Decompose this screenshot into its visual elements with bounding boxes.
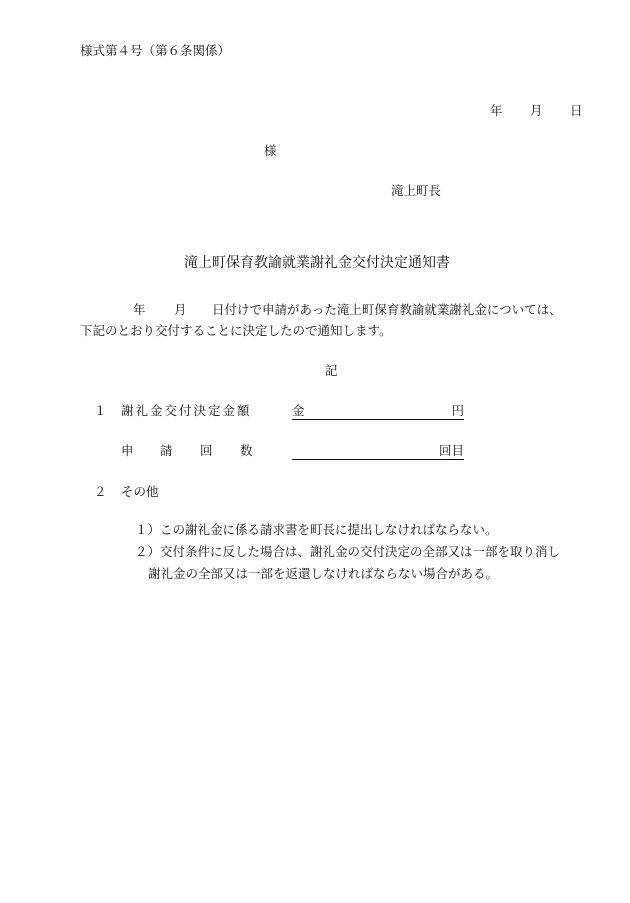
date-day-label: 日 — [570, 103, 583, 118]
item-1-number: １ — [94, 403, 107, 418]
recipient-honorific: 様 — [264, 143, 277, 158]
body-line2-text: 下記のとおり交付することに決定したので通知します。 — [80, 323, 392, 338]
form-number-label: 様式第４号（第６条関係） — [80, 43, 231, 58]
item-1-label: 謝礼金交付決定金額 — [121, 403, 252, 418]
ki-heading: 記 — [325, 363, 338, 378]
count-label-char-1: 申 — [121, 443, 134, 458]
note-1-marker: １） — [135, 522, 161, 537]
count-label-char-4: 数 — [240, 443, 253, 458]
document-title: 滝上町保育教諭就業謝礼金交付決定通知書 — [184, 255, 450, 271]
date-month-label: 月 — [530, 103, 543, 118]
note-2-text: 交付条件に反した場合は、謝礼金の交付決定の全部又は一部を取り消し — [160, 544, 561, 559]
note-1-text: この謝礼金に係る請求書を町長に提出しなければならない。 — [160, 522, 498, 537]
item-2-number: ２ — [94, 484, 107, 499]
item-2-label: その他 — [121, 484, 159, 499]
note-2-marker: ２） — [135, 544, 161, 559]
count-field — [292, 443, 464, 460]
date-year-label: 年 — [490, 103, 503, 118]
count-label-char-3: 回 — [200, 443, 213, 458]
body-year-label: 年 — [133, 302, 146, 317]
amount-prefix: 金 — [292, 403, 305, 418]
body-line1-text: 日付けで申請があった滝上町保育教諭就業謝礼金については、 — [212, 302, 562, 317]
note-2-continuation: 謝礼金の全部又は一部を返還しなければならない場合がある。 — [148, 566, 499, 581]
count-label-char-2: 請 — [160, 443, 173, 458]
body-month-label: 月 — [174, 302, 187, 317]
amount-unit: 円 — [451, 403, 464, 418]
amount-field — [292, 403, 464, 420]
issuer-name: 滝上町長 — [391, 183, 442, 198]
count-unit: 回目 — [438, 443, 464, 458]
